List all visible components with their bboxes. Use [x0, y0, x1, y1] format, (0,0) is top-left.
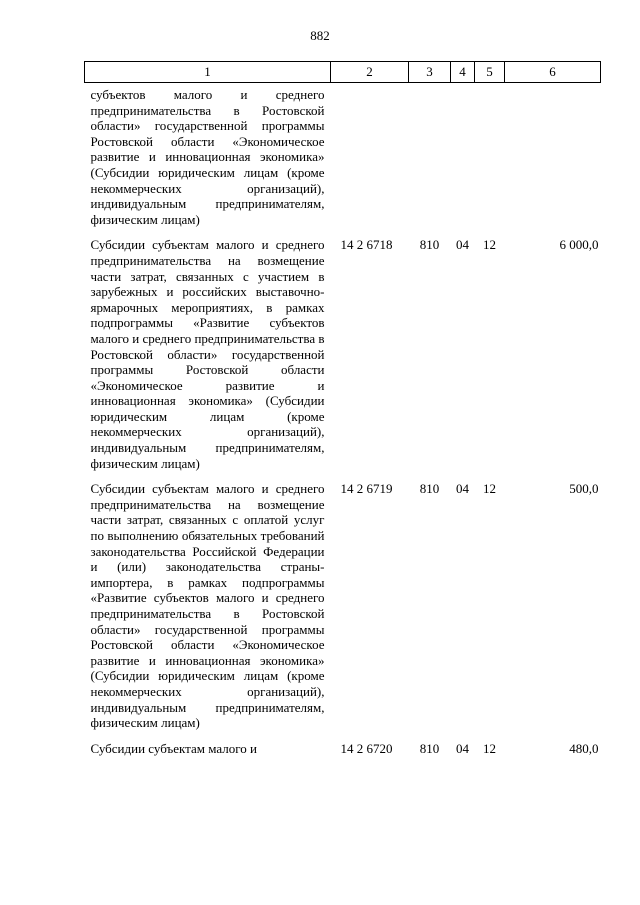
row-separator — [85, 227, 601, 237]
row-description: Субсидии субъектам малого и среднего предпринимательства на возмещение части затрат, связанных с участием в зарубежных и российских выставочно-ярмарочных мероприятиях, в рамках подпрограммы «Развитие субъектов малого и среднего предпринимательства в Ростовской области» государственной программы Ростовской области «Экономическое развитие и инновационная экономика» (Субсидии юридическим лицам (кроме некоммерческих организаций), индивидуальным предпринимателям, физическим лицам) — [90, 237, 325, 471]
row-description: Субсидии субъектам малого и среднего предпринимательства на возмещение части затрат, связанных с оплатой услуг по выполнению обязательных требований законодательства Российской Федерации и (или) законодательства страны-импортера, в рамках подпрограммы «Развитие субъектов малого и среднего предпринимательства в Ростовской области» государственной программы Ростовской области «Экономическое развитие и инновационная экономика» (Субсидии юридическим лицам (кроме некоммерческих организаций), индивидуальным предпринимателям, физическим лицам) — [90, 481, 325, 731]
row-col5: 12 — [483, 481, 496, 497]
row-amount: 500,0 — [569, 481, 599, 497]
row-col3: 810 — [419, 237, 440, 253]
row-col3 — [409, 87, 451, 227]
row-code: 14 2 6720 — [340, 740, 393, 756]
row-description: Субсидии субъектам малого и — [90, 740, 257, 756]
row-amount: 480,0 — [569, 740, 599, 756]
row-col4: 04 — [456, 237, 469, 253]
table-header-row — [85, 62, 601, 83]
column-header-1: 1 — [85, 62, 331, 83]
table-row — [85, 741, 601, 757]
table-row — [85, 481, 601, 731]
row-code: 14 2 6719 — [340, 481, 393, 497]
column-header-6: 6 — [505, 62, 601, 83]
column-header-4: 4 — [451, 62, 475, 83]
row-col3: 810 — [419, 481, 440, 497]
row-col3: 810 — [419, 740, 440, 756]
row-col4: 04 — [456, 481, 469, 497]
row-code: 14 2 6718 — [340, 237, 393, 253]
row-code — [331, 87, 409, 227]
row-col4 — [451, 87, 475, 227]
table-row — [85, 237, 601, 471]
page-number: 882 — [310, 28, 330, 43]
table-row — [85, 87, 601, 227]
column-header-2: 2 — [331, 62, 409, 83]
row-col5: 12 — [483, 237, 496, 253]
row-amount: 6 000,0 — [559, 237, 599, 253]
row-description: субъектов малого и среднего предпринимательства в Ростовской области» государственной программы Ростовской области «Экономическое развитие и инновационная экономика» (Субсидии юридическим лицам (кроме некоммерческих организаций), индивидуальным предпринимателям, физическим лицам) — [90, 87, 325, 227]
budget-table — [84, 61, 601, 756]
row-col5: 12 — [483, 740, 496, 756]
row-col4: 04 — [456, 740, 469, 756]
row-col5 — [475, 87, 505, 227]
row-separator — [85, 731, 601, 741]
row-amount — [505, 87, 601, 227]
column-header-3: 3 — [409, 62, 451, 83]
column-header-5: 5 — [475, 62, 505, 83]
row-separator — [85, 471, 601, 481]
